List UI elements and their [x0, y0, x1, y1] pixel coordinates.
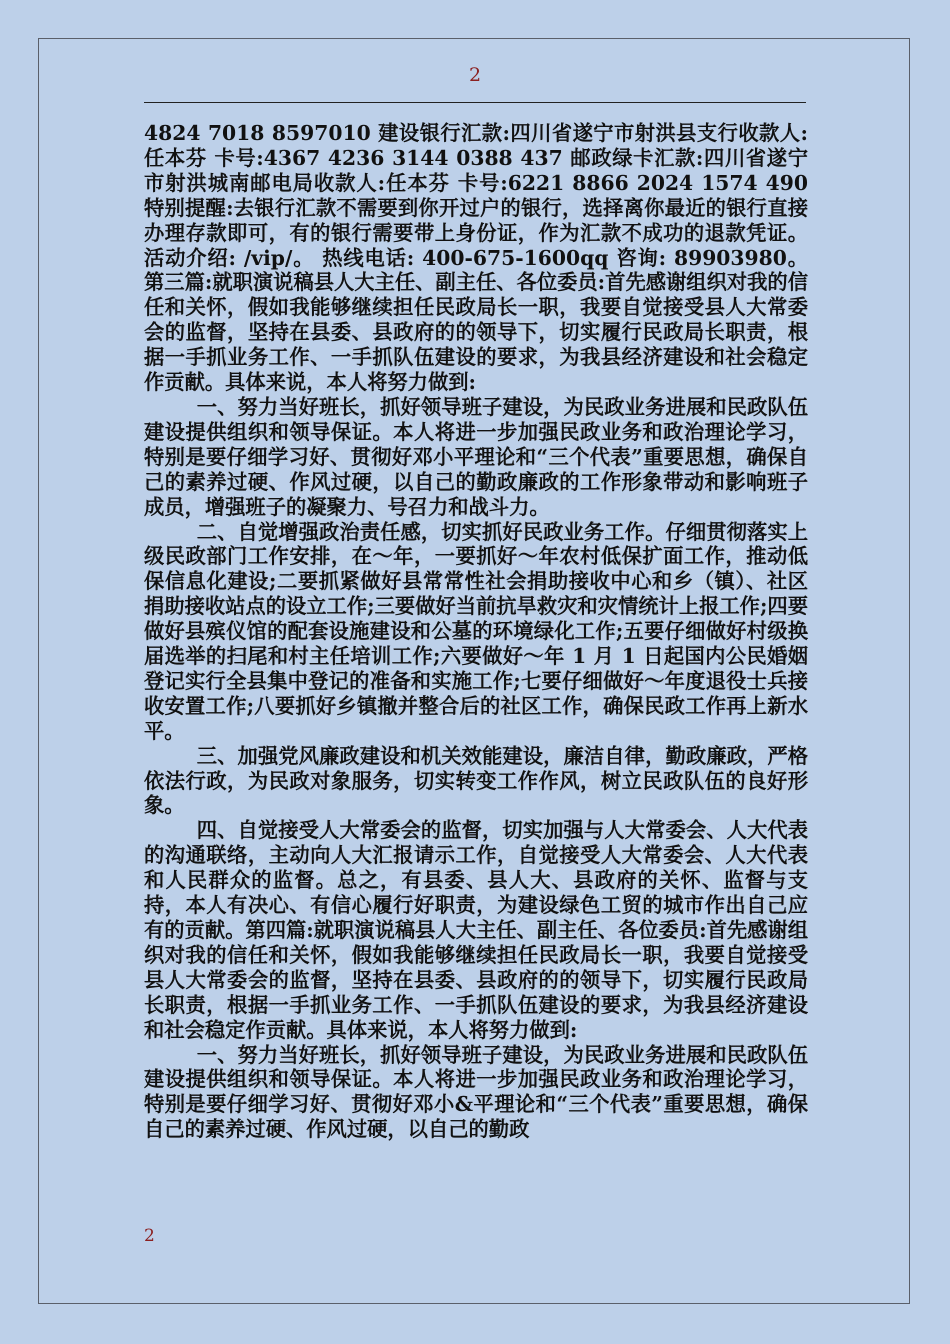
paragraph: 4824 7018 8597010 建设银行汇款:四川省遂宁市射洪县支行收款人:任本芬 卡号:4367 4236 3144 0388 437 邮政绿卡汇款:四川省遂宁市射洪城南邮电局收款人:任本芬 卡号:6221 8866 2024 1574 490 特别提醒:去银行汇款不需要到你开过户的银行，选择离你最近的银行直接办理存款即可，有的银行需要带上身份证，作为汇款不成功的退款凭证。活动介绍: /vip/。 热线电话: 400-675-1600qq 咨询: 89903980。第三篇:就职演说稿县人大主任、副主任、各位委员:首先感谢组织对我的信任和关怀，假如我能够继续担任民政局长一职，我要自觉接受县人大常委会的监督，坚持在县委、县政府的的领导下，切实履行民政局长职责，根据一手抓业务工作、一手抓队伍建设的要求，为我县经济建设和社会稳定作贡献。具体来说，本人将努力做到: [144, 121, 808, 395]
paragraph: 一、努力当好班长，抓好领导班子建设，为民政业务进展和民政队伍建设提供组织和领导保证。本人将进一步加强民政业务和政治理论学习，特别是要仔细学习好、贯彻好邓小平理论和“三个代表”重要思想，确保自己的素养过硬、作风过硬，以自己的勤政廉政的工作形象带动和影响班子成员，增强班子的凝聚力、号召力和战斗力。 [144, 394, 808, 519]
paragraph: 三、加强党风廉政建设和机关效能建设，廉洁自律，勤政廉政，严格依法行政，为民政对象服务，切实转变工作作风，树立民政队伍的良好形象。 [144, 743, 808, 818]
header-page-number: 2 [468, 64, 482, 86]
paragraph: 一、努力当好班长，抓好领导班子建设，为民政业务进展和民政队伍建设提供组织和领导保证。本人将进一步加强民政业务和政治理论学习，特别是要仔细学习好、贯彻好邓小&平理论和“三个代表”重要思想，确保自己的素养过硬、作风过硬，以自己的勤政 [144, 1042, 808, 1142]
paragraph: 二、自觉增强政治责任感，切实抓好民政业务工作。仔细贯彻落实上级民政部门工作安排，在～年，一要抓好～年农村低保扩面工作，推动低保信息化建设;二要抓紧做好县常常性社会捐助接收中心和乡（镇）、社区捐助接收站点的设立工作;三要做好当前抗旱救灾和灾情统计上报工作;四要做好县殡仪馆的配套设施建设和公墓的环境绿化工作;五要仔细做好村级换届选举的扫尾和村主任培训工作;六要做好～年 1 月 1 日起国内公民婚姻登记实行全县集中登记的准备和实施工作;七要仔细做好～年度退役士兵接收安置工作;八要抓好乡镇撤并整合后的社区工作，确保民政工作再上新水平。 [144, 519, 808, 743]
footer-page-number: 2 [144, 1226, 155, 1246]
header-divider [144, 102, 806, 103]
document-body [144, 121, 808, 1142]
paragraph: 四、自觉接受人大常委会的监督，切实加强与人大常委会、人大代表的沟通联络，主动向人大汇报请示工作，自觉接受人大常委会、人大代表和人民群众的监督。总之，有县委、县人大、县政府的关怀、监督与支持，本人有决心、有信心履行好职责，为建设绿色工贸的城市作出自己应有的贡献。第四篇:就职演说稿县人大主任、副主任、各位委员:首先感谢组织对我的信任和关怀，假如我能够继续担任民政局长一职，我要自觉接受县人大常委会的监督，坚持在县委、县政府的的领导下，切实履行民政局长职责，根据一手抓业务工作、一手抓队伍建设的要求，为我县经济建设和社会稳定作贡献。具体来说，本人将努力做到: [144, 818, 808, 1042]
